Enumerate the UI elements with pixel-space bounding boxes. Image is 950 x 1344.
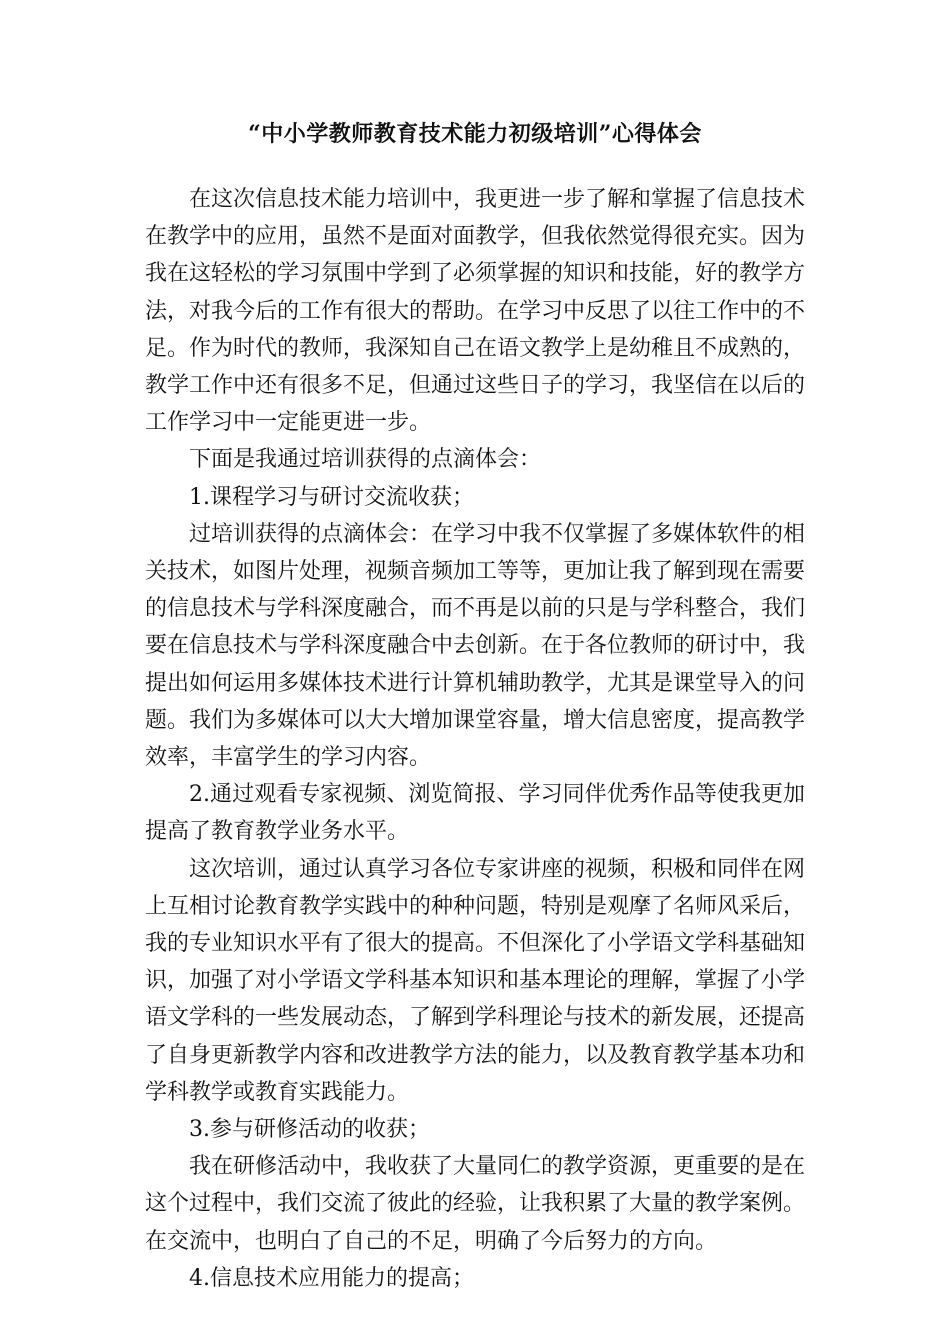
section-heading-2: 2.通过观看专家视频、浏览简报、学习同伴优秀作品等使我更加提高了教育教学业务水平。 <box>145 782 805 845</box>
document-title: “中小学教师教育技术能力初级培训”心得体会 <box>248 121 702 147</box>
paragraph-section-2: 这次培训，通过认真学习各位专家讲座的视频，积极和同伴在网上互相讨论教育教学实践中的种种问题，特别是观摩了名师风采后，我的专业知识水平有了很大的提高。不但深化了小学语文学科基础知识，加强了对小学语文学科基本知识和基本理论的理解，掌握了小学语文学科的一些发展动态，了解到学科理论与技术的新发展，还提高了自身更新教学内容和改进教学方法的能力，以及教育教学基本功和学科教学或教育实践能力。 <box>145 856 806 1105</box>
section-heading-1: 1.课程学习与研讨交流收获； <box>189 484 474 510</box>
section-heading-4: 4.信息技术应用能力的提高； <box>189 1265 474 1291</box>
paragraph-section-1: 过培训获得的点滴体会：在学习中我不仅掌握了多媒体软件的相关技术，如图片处理，视频音频加工等等，更加让我了解到现在需要的信息技术与学科深度融合，而不再是以前的只是与学科整合，我们要在信息技术与学科深度融合中去创新。在于各位教师的研讨中，我提出如何运用多媒体技术进行计算机辅助教学，尤其是课堂导入的问题。我们为多媒体可以大大增加课堂容量，增大信息密度，提高教学效率，丰富学生的学习内容。 <box>145 521 806 771</box>
document-body <box>145 181 805 1297</box>
section-heading-3: 3.参与研修活动的收获； <box>189 1117 430 1143</box>
paragraph-lead-in: 下面是我通过培训获得的点滴体会： <box>189 447 542 473</box>
paragraph-section-3: 我在研修活动中，我收获了大量同仁的教学资源，更重要的是在这个过程中，我们交流了彼此的经验，让我积累了大量的教学案例。在交流中，也明白了自己的不足，明确了今后努力的方向。 <box>145 1154 806 1254</box>
paragraph-intro: 在这次信息技术能力培训中，我更进一步了解和掌握了信息技术在教学中的应用，虽然不是面对面教学，但我依然觉得很充实。因为我在这轻松的学习氛围中学到了必须掌握的知识和技能，好的教学方法，对我今后的工作有很大的帮助。在学习中反思了以往工作中的不足。作为时代的教师，我深知自己在语文教学上是幼稚且不成熟的，教学工作中还有很多不足，但通过这些日子的学习，我坚信在以后的工作学习中一定能更进一步。 <box>145 187 806 436</box>
